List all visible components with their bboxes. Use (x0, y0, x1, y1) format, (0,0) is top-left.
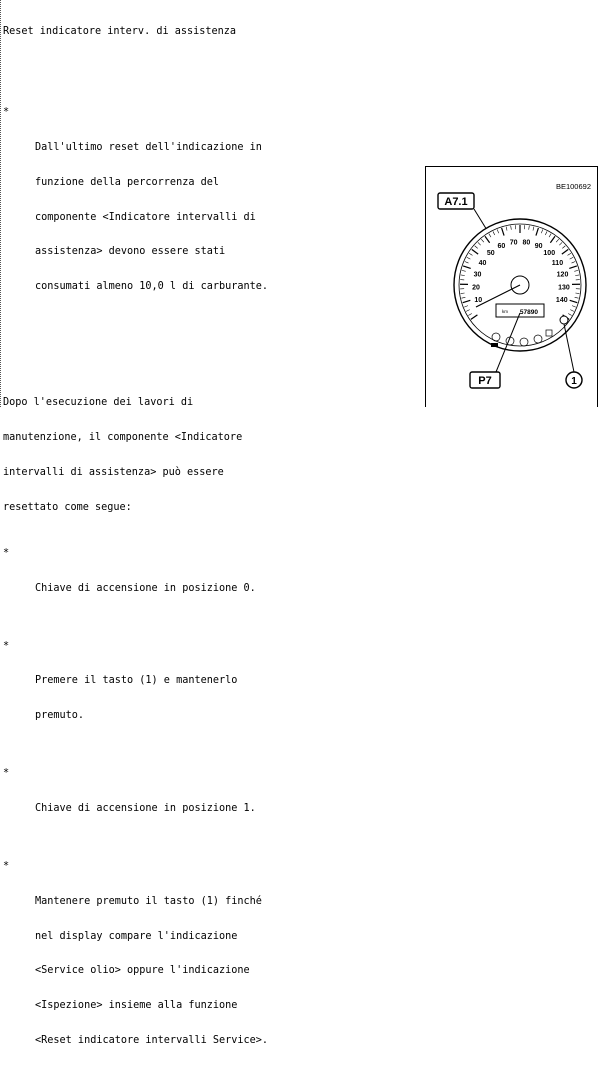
step-line: Chiave di accensione in posizione 0. (35, 583, 413, 595)
figure-code: BE100692 (556, 182, 591, 191)
spacer (3, 61, 413, 73)
gauge-numeral: 50 (487, 250, 495, 257)
gauge-numeral: 130 (558, 284, 570, 291)
document-body (3, 3, 413, 1081)
step-line: <Reset indicatore intervalli Service>. (35, 1035, 413, 1047)
gauge-numeral: 140 (556, 297, 568, 304)
intro-line: manutenzione, il componente <Indicatore (3, 432, 413, 444)
document-title: Reset indicatore interv. di assistenza (3, 26, 413, 38)
step-bullet: * (3, 861, 9, 873)
note-block (3, 107, 413, 316)
label-p7: P7 (478, 375, 491, 387)
callout-1: 1 (571, 376, 577, 387)
speedometer-illustration (426, 167, 597, 407)
odometer-unit: km (502, 309, 508, 314)
gauge-numeral: 110 (552, 260, 563, 267)
gauge-numeral: 120 (557, 272, 569, 279)
step-item (3, 768, 413, 838)
step-line: <Service olio> oppure l'indicazione (35, 965, 413, 977)
gauge-numeral: 70 (510, 239, 518, 246)
page-left-rule (0, 0, 2, 407)
note-line: componente <Indicatore intervalli di (35, 212, 413, 224)
leader-button (564, 324, 574, 372)
step-bullet: * (3, 641, 9, 653)
step-item (3, 548, 413, 618)
instrument-figure (425, 166, 598, 407)
step-bullet: * (3, 768, 9, 780)
step-line: <Ispezione> insieme alla funzione (35, 1000, 413, 1012)
gauge-numeral: 80 (522, 239, 530, 246)
intro-line: intervalli di assistenza> può essere (3, 467, 413, 479)
gauge-numeral: 90 (535, 243, 543, 250)
step-bullet: * (3, 548, 9, 560)
intro-line: resettato come segue: (3, 502, 413, 514)
step-item (3, 641, 413, 745)
note-line: Dall'ultimo reset dell'indicazione in (35, 142, 413, 154)
step-line: nel display compare l'indicazione (35, 931, 413, 943)
spacer (3, 351, 413, 363)
odometer-value: 57890 (520, 309, 538, 316)
step-line: Premere il tasto (1) e mantenerlo (35, 675, 413, 687)
gauge-numeral: 60 (498, 243, 506, 250)
gauge-numeral: 40 (479, 260, 487, 267)
gauge-numeral: 30 (474, 272, 482, 279)
gauge-numeral: 20 (472, 284, 480, 291)
step-item (3, 861, 413, 1070)
step-line: Chiave di accensione in posizione 1. (35, 803, 413, 815)
intro-line: Dopo l'esecuzione dei lavori di (3, 397, 413, 409)
note-line: assistenza> devono essere stati (35, 246, 413, 258)
note-line: funzione della percorrenza del (35, 177, 413, 189)
step-line: premuto. (35, 710, 413, 722)
gauge-numeral: 100 (543, 250, 555, 257)
gauge-numeral: 10 (474, 297, 482, 304)
reset-button (560, 316, 568, 324)
step-line: Mantenere premuto il tasto (1) finché (35, 896, 413, 908)
note-line: consumati almeno 10,0 l di carburante. (35, 281, 413, 293)
note-bullet: * (3, 107, 9, 119)
label-a71: A7.1 (444, 196, 467, 208)
